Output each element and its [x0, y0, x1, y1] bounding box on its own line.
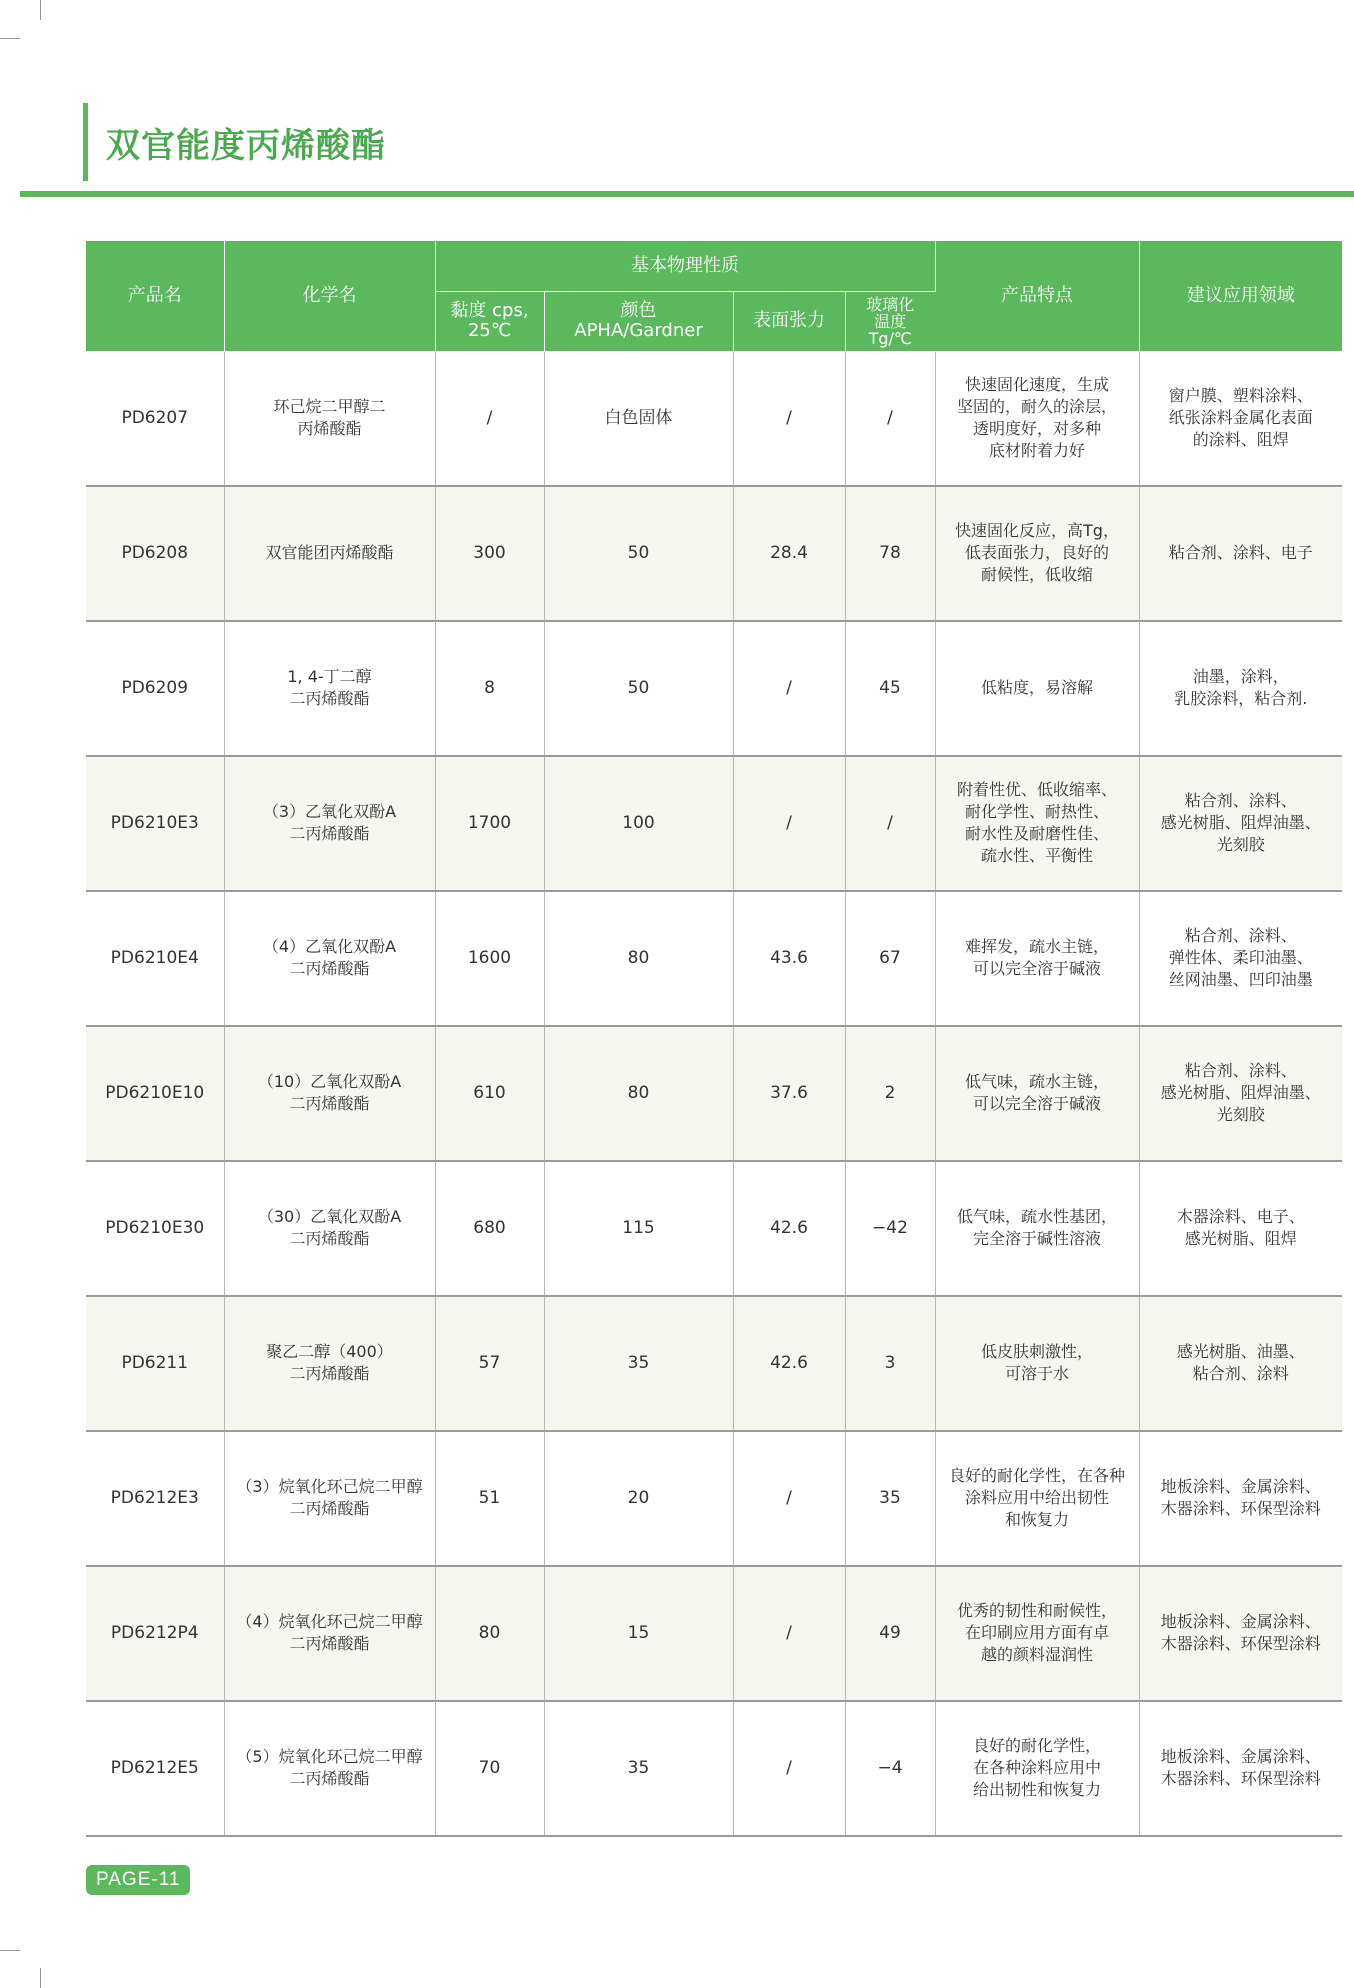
tg-value: 3 — [845, 1296, 935, 1431]
features-text: 优秀的韧性和耐候性， 在印刷应用方面有卓 越的颜料湿润性 — [935, 1566, 1139, 1701]
viscosity-value: 70 — [435, 1701, 544, 1836]
table-row — [86, 1566, 1342, 1701]
crop-mark — [0, 38, 20, 39]
header-viscosity: 黏度 cps, 25℃ — [435, 291, 544, 351]
tg-value: / — [845, 756, 935, 891]
viscosity-value: 680 — [435, 1161, 544, 1296]
tg-value: −42 — [845, 1161, 935, 1296]
header-features: 产品特点 — [935, 241, 1139, 351]
product-name: PD6210E10 — [86, 1026, 224, 1161]
header-surface-tension: 表面张力 — [733, 291, 845, 351]
header-application: 建议应用领域 — [1139, 241, 1342, 351]
product-name: PD6207 — [86, 351, 224, 486]
chemical-name: 双官能团丙烯酸酯 — [224, 486, 435, 621]
application-text: 粘合剂、涂料、 弹性体、柔印油墨、 丝网油墨、凹印油墨 — [1139, 891, 1342, 1026]
product-name: PD6210E4 — [86, 891, 224, 1026]
viscosity-value: 57 — [435, 1296, 544, 1431]
crop-mark — [40, 0, 41, 20]
tg-value: −4 — [845, 1701, 935, 1836]
page-title: 双官能度丙烯酸酯 — [106, 126, 386, 166]
product-name: PD6209 — [86, 621, 224, 756]
color-value: 80 — [544, 891, 733, 1026]
color-value: 白色固体 — [544, 351, 733, 486]
table-row — [86, 1701, 1342, 1836]
product-name: PD6211 — [86, 1296, 224, 1431]
product-name: PD6210E30 — [86, 1161, 224, 1296]
application-text: 感光树脂、油墨、 粘合剂、涂料 — [1139, 1296, 1342, 1431]
features-text: 良好的耐化学性，在各种 涂料应用中给出韧性 和恢复力 — [935, 1431, 1139, 1566]
table-row — [86, 486, 1342, 621]
table-row — [86, 1431, 1342, 1566]
table-row — [86, 621, 1342, 756]
viscosity-value: 1600 — [435, 891, 544, 1026]
table-row — [86, 1161, 1342, 1296]
application-text: 油墨，涂料， 乳胶涂料，粘合剂. — [1139, 621, 1342, 756]
surface-tension-value: / — [733, 1431, 845, 1566]
tg-value: / — [845, 351, 935, 486]
title-divider — [20, 191, 1354, 197]
product-spec-table — [86, 241, 1342, 1837]
header-product: 产品名 — [86, 241, 224, 351]
features-text: 附着性优、低收缩率、 耐化学性、耐热性、 耐水性及耐磨性佳、 疏水性、平衡性 — [935, 756, 1139, 891]
viscosity-value: 51 — [435, 1431, 544, 1566]
header-chemical: 化学名 — [224, 241, 435, 351]
color-value: 115 — [544, 1161, 733, 1296]
application-text: 地板涂料、金属涂料、 木器涂料、环保型涂料 — [1139, 1566, 1342, 1701]
page-number-badge: PAGE-11 — [86, 1865, 190, 1895]
surface-tension-value: 42.6 — [733, 1296, 845, 1431]
viscosity-value: / — [435, 351, 544, 486]
table-row — [86, 891, 1342, 1026]
tg-value: 67 — [845, 891, 935, 1026]
surface-tension-value: / — [733, 756, 845, 891]
product-name: PD6208 — [86, 486, 224, 621]
color-value: 50 — [544, 486, 733, 621]
surface-tension-value: / — [733, 621, 845, 756]
application-text: 粘合剂、涂料、电子 — [1139, 486, 1342, 621]
viscosity-value: 1700 — [435, 756, 544, 891]
tg-value: 49 — [845, 1566, 935, 1701]
viscosity-value: 300 — [435, 486, 544, 621]
product-name: PD6212E5 — [86, 1701, 224, 1836]
features-text: 良好的耐化学性， 在各种涂料应用中 给出韧性和恢复力 — [935, 1701, 1139, 1836]
features-text: 低粘度，易溶解 — [935, 621, 1139, 756]
features-text: 低气味，疏水主链， 可以完全溶于碱液 — [935, 1026, 1139, 1161]
color-value: 35 — [544, 1296, 733, 1431]
surface-tension-value: / — [733, 1566, 845, 1701]
application-text: 木器涂料、电子、 感光树脂、阻焊 — [1139, 1161, 1342, 1296]
application-text: 地板涂料、金属涂料、 木器涂料、环保型涂料 — [1139, 1701, 1342, 1836]
color-value: 20 — [544, 1431, 733, 1566]
color-value: 35 — [544, 1701, 733, 1836]
surface-tension-value: 42.6 — [733, 1161, 845, 1296]
surface-tension-value: 43.6 — [733, 891, 845, 1026]
surface-tension-value: / — [733, 1701, 845, 1836]
chemical-name: 聚乙二醇（400） 二丙烯酸酯 — [224, 1296, 435, 1431]
viscosity-value: 8 — [435, 621, 544, 756]
table-row — [86, 1296, 1342, 1431]
surface-tension-value: 37.6 — [733, 1026, 845, 1161]
color-value: 50 — [544, 621, 733, 756]
chemical-name: （4）乙氧化双酚A 二丙烯酸酯 — [224, 891, 435, 1026]
header-physical-properties: 基本物理性质 — [435, 241, 935, 291]
chemical-name: （10）乙氧化双酚A 二丙烯酸酯 — [224, 1026, 435, 1161]
tg-value: 45 — [845, 621, 935, 756]
viscosity-value: 80 — [435, 1566, 544, 1701]
product-name: PD6212P4 — [86, 1566, 224, 1701]
chemical-name: （3）乙氧化双酚A 二丙烯酸酯 — [224, 756, 435, 891]
color-value: 80 — [544, 1026, 733, 1161]
chemical-name: 环己烷二甲醇二 丙烯酸酯 — [224, 351, 435, 486]
table-row — [86, 351, 1342, 486]
features-text: 快速固化反应，高Tg， 低表面张力，良好的 耐候性，低收缩 — [935, 486, 1139, 621]
tg-value: 2 — [845, 1026, 935, 1161]
features-text: 低皮肤刺激性， 可溶于水 — [935, 1296, 1139, 1431]
header-color: 颜色 APHA/Gardner — [544, 291, 733, 351]
chemical-name: （3）烷氧化环己烷二甲醇 二丙烯酸酯 — [224, 1431, 435, 1566]
product-name: PD6212E3 — [86, 1431, 224, 1566]
surface-tension-value: / — [733, 351, 845, 486]
application-text: 地板涂料、金属涂料、 木器涂料、环保型涂料 — [1139, 1431, 1342, 1566]
crop-mark — [0, 1950, 20, 1951]
chemical-name: （4）烷氧化环己烷二甲醇 二丙烯酸酯 — [224, 1566, 435, 1701]
chemical-name: （5）烷氧化环己烷二甲醇 二丙烯酸酯 — [224, 1701, 435, 1836]
chemical-name: （30）乙氧化双酚A 二丙烯酸酯 — [224, 1161, 435, 1296]
surface-tension-value: 28.4 — [733, 486, 845, 621]
features-text: 难挥发，疏水主链， 可以完全溶于碱液 — [935, 891, 1139, 1026]
viscosity-value: 610 — [435, 1026, 544, 1161]
color-value: 100 — [544, 756, 733, 891]
crop-mark — [40, 1968, 41, 1988]
table-row — [86, 756, 1342, 891]
chemical-name: 1, 4-丁二醇 二丙烯酸酯 — [224, 621, 435, 756]
features-text: 低气味，疏水性基团， 完全溶于碱性溶液 — [935, 1161, 1139, 1296]
tg-value: 78 — [845, 486, 935, 621]
tg-value: 35 — [845, 1431, 935, 1566]
color-value: 15 — [544, 1566, 733, 1701]
title-accent-bar — [83, 103, 88, 181]
application-text: 粘合剂、涂料、 感光树脂、阻焊油墨、 光刻胶 — [1139, 756, 1342, 891]
application-text: 窗户膜、塑料涂料、 纸张涂料金属化表面 的涂料、阻焊 — [1139, 351, 1342, 486]
application-text: 粘合剂、涂料、 感光树脂、阻焊油墨、 光刻胶 — [1139, 1026, 1342, 1161]
header-tg: 玻璃化 温度 Tg/℃ — [845, 291, 935, 351]
table-row — [86, 1026, 1342, 1161]
features-text: 快速固化速度，生成 坚固的，耐久的涂层， 透明度好，对多种 底材附着力好 — [935, 351, 1139, 486]
product-name: PD6210E3 — [86, 756, 224, 891]
